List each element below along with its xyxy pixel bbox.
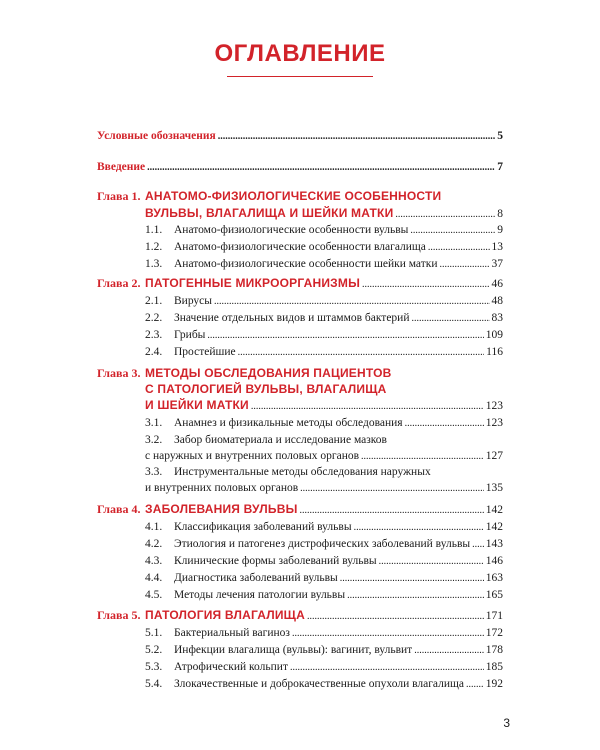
- section-number: 1.1.: [145, 224, 163, 236]
- chapter-3-title-line-1[interactable]: МЕТОДЫ ОБСЛЕДОВАНИЯ ПАЦИЕНТОВ: [145, 366, 392, 380]
- section-number: 2.3.: [145, 329, 163, 341]
- toc-entry-5-4[interactable]: [174, 675, 503, 693]
- chapter-title-text: ЗАБОЛЕВАНИЯ ВУЛЬВЫ: [145, 502, 298, 516]
- leader-dots: [300, 480, 484, 498]
- chapter-5-title[interactable]: [145, 606, 503, 624]
- chapter-page: 142: [485, 504, 503, 516]
- section-page: 165: [485, 589, 503, 601]
- section-page: 172: [485, 627, 503, 639]
- leader-dots: [218, 128, 496, 146]
- section-page: 143: [485, 538, 503, 550]
- toc-entry-symbols[interactable]: [97, 127, 503, 145]
- toc-entry-introduction[interactable]: [97, 158, 503, 176]
- section-title: Значение отдельных видов и штаммов бактерий: [174, 312, 410, 324]
- section-title: Простейшие: [174, 346, 236, 358]
- leader-dots: [405, 415, 484, 433]
- chapter-1-title-line-1[interactable]: АНАТОМО-ФИЗИОЛОГИЧЕСКИЕ ОСОБЕННОСТИ: [145, 189, 442, 203]
- section-number: 5.2.: [145, 644, 163, 656]
- section-title: Анатомо-физиологические особенности вульвы: [174, 224, 409, 236]
- section-title: Атрофический кольпит: [174, 661, 288, 673]
- section-page: 48: [491, 295, 503, 307]
- toc-entry-label: Введение: [97, 161, 146, 173]
- toc-entry-3-3-line-2[interactable]: [145, 479, 503, 497]
- chapter-title-text: И ШЕЙКИ МАТКИ: [145, 398, 249, 412]
- leader-dots: [147, 159, 495, 177]
- leader-dots: [440, 256, 490, 274]
- section-number: 2.1.: [145, 295, 163, 307]
- toc-entry-label: Условные обозначения: [97, 130, 216, 142]
- section-page: 127: [485, 450, 503, 462]
- chapter-page: 123: [485, 400, 503, 412]
- section-title: Классификация заболеваний вульвы: [174, 521, 352, 533]
- section-title: Анатомо-физиологические особенности шейки матки: [174, 258, 438, 270]
- section-number: 3.2.: [145, 434, 163, 446]
- toc-entry-4-4[interactable]: [174, 569, 503, 587]
- section-title: Инфекции влагалища (вульвы): вагинит, вульвит: [174, 644, 413, 656]
- toc-entry-3-2-line-1[interactable]: Забор биоматериала и исследование мазков: [174, 434, 387, 446]
- chapter-title-text: ПАТОЛОГИЯ ВЛАГАЛИЩА: [145, 608, 305, 622]
- chapter-page: 46: [491, 278, 503, 290]
- chapter-title-text: ВУЛЬВЫ, ВЛАГАЛИЩА И ШЕЙКИ МАТКИ: [145, 206, 394, 220]
- chapter-2-title[interactable]: [145, 274, 503, 292]
- chapter-4-title[interactable]: [145, 500, 503, 518]
- section-page: 123: [485, 417, 503, 429]
- section-number: 3.1.: [145, 417, 163, 429]
- toc-entry-3-1[interactable]: [174, 414, 503, 432]
- chapter-page: 8: [497, 208, 503, 220]
- section-page: 37: [491, 258, 503, 270]
- section-number: 4.5.: [145, 589, 163, 601]
- section-number: 4.1.: [145, 521, 163, 533]
- toc-entry-1-1[interactable]: [174, 221, 503, 239]
- toc-entry-1-2[interactable]: [174, 238, 503, 256]
- leader-dots: [466, 676, 484, 694]
- section-number: 3.3.: [145, 466, 163, 478]
- section-title: Анамнез и физикальные методы обследования: [174, 417, 403, 429]
- section-title: Вирусы: [174, 295, 213, 307]
- section-number: 5.1.: [145, 627, 163, 639]
- toc-entry-page: 5: [497, 130, 503, 142]
- section-page: 13: [491, 241, 503, 253]
- chapter-4-label: Глава 4.: [97, 502, 141, 516]
- chapter-2-label: Глава 2.: [97, 276, 141, 290]
- section-page: 146: [485, 555, 503, 567]
- section-page: 142: [485, 521, 503, 533]
- toc-entry-4-1[interactable]: [174, 518, 503, 536]
- toc-entry-2-4[interactable]: [174, 343, 503, 361]
- section-title: Методы лечения патологии вульвы: [174, 589, 346, 601]
- toc-entry-5-1[interactable]: [174, 624, 503, 642]
- toc-entry-2-2[interactable]: [174, 309, 503, 327]
- page-number: 3: [503, 716, 510, 730]
- section-number: 4.2.: [145, 538, 163, 550]
- section-number: 1.3.: [145, 258, 163, 270]
- toc-entry-2-1[interactable]: [174, 292, 503, 310]
- leader-dots: [347, 587, 484, 605]
- section-title: Злокачественные и доброкачественные опухоли влагалища: [174, 678, 464, 690]
- section-number: 5.4.: [145, 678, 163, 690]
- chapter-title-text: ПАТОГЕННЫЕ МИКРООРГАНИЗМЫ: [145, 276, 361, 290]
- section-title: Грибы: [174, 329, 206, 341]
- section-title: Диагностика заболеваний вульвы: [174, 572, 338, 584]
- chapter-3-title-line-2[interactable]: С ПАТОЛОГИЕЙ ВУЛЬВЫ, ВЛАГАЛИЩА: [145, 382, 387, 396]
- toc-entry-5-3[interactable]: [174, 658, 503, 676]
- toc-entry-4-3[interactable]: [174, 552, 503, 570]
- toc-entry-3-3-line-1[interactable]: Инструментальные методы обследования наружных: [174, 466, 431, 478]
- section-page: 185: [485, 661, 503, 673]
- toc-entry-4-5[interactable]: [174, 586, 503, 604]
- toc-entry-2-3[interactable]: [174, 326, 503, 344]
- section-title: Этиология и патогенез дистрофических заболеваний вульвы: [174, 538, 471, 550]
- section-title: с наружных и внутренних половых органов: [145, 450, 360, 462]
- section-page: 116: [486, 346, 503, 358]
- chapter-3-label: Глава 3.: [97, 366, 141, 380]
- title-underline: [227, 76, 373, 77]
- section-title: Анатомо-физиологические особенности влагалища: [174, 241, 426, 253]
- chapter-1-label: Глава 1.: [97, 189, 141, 203]
- page-title: ОГЛАВЛЕНИЕ: [214, 40, 386, 67]
- section-number: 1.2.: [145, 241, 163, 253]
- section-page: 192: [485, 678, 503, 690]
- section-page: 135: [485, 482, 503, 494]
- section-number: 4.3.: [145, 555, 163, 567]
- chapter-page: 171: [485, 610, 503, 622]
- section-page: 9: [497, 224, 503, 236]
- chapter-3-title-line-3[interactable]: [145, 396, 503, 414]
- toc-entry-1-3[interactable]: [174, 255, 503, 273]
- section-page: 109: [485, 329, 503, 341]
- section-number: 2.4.: [145, 346, 163, 358]
- toc-entry-page: 7: [497, 161, 503, 173]
- section-number: 5.3.: [145, 661, 163, 673]
- section-number: 4.4.: [145, 572, 163, 584]
- section-title: и внутренних половых органов: [145, 482, 299, 494]
- section-title: Бактериальный вагиноз: [174, 627, 290, 639]
- section-number: 2.2.: [145, 312, 163, 324]
- section-title: Клинические формы заболеваний вульвы: [174, 555, 377, 567]
- section-page: 178: [485, 644, 503, 656]
- section-page: 83: [491, 312, 503, 324]
- toc-entry-5-2[interactable]: [174, 641, 503, 659]
- chapter-1-title-line-2[interactable]: [145, 204, 503, 222]
- leader-dots: [238, 344, 485, 362]
- toc-entry-4-2[interactable]: [174, 535, 503, 553]
- chapter-5-label: Глава 5.: [97, 608, 141, 622]
- section-page: 163: [485, 572, 503, 584]
